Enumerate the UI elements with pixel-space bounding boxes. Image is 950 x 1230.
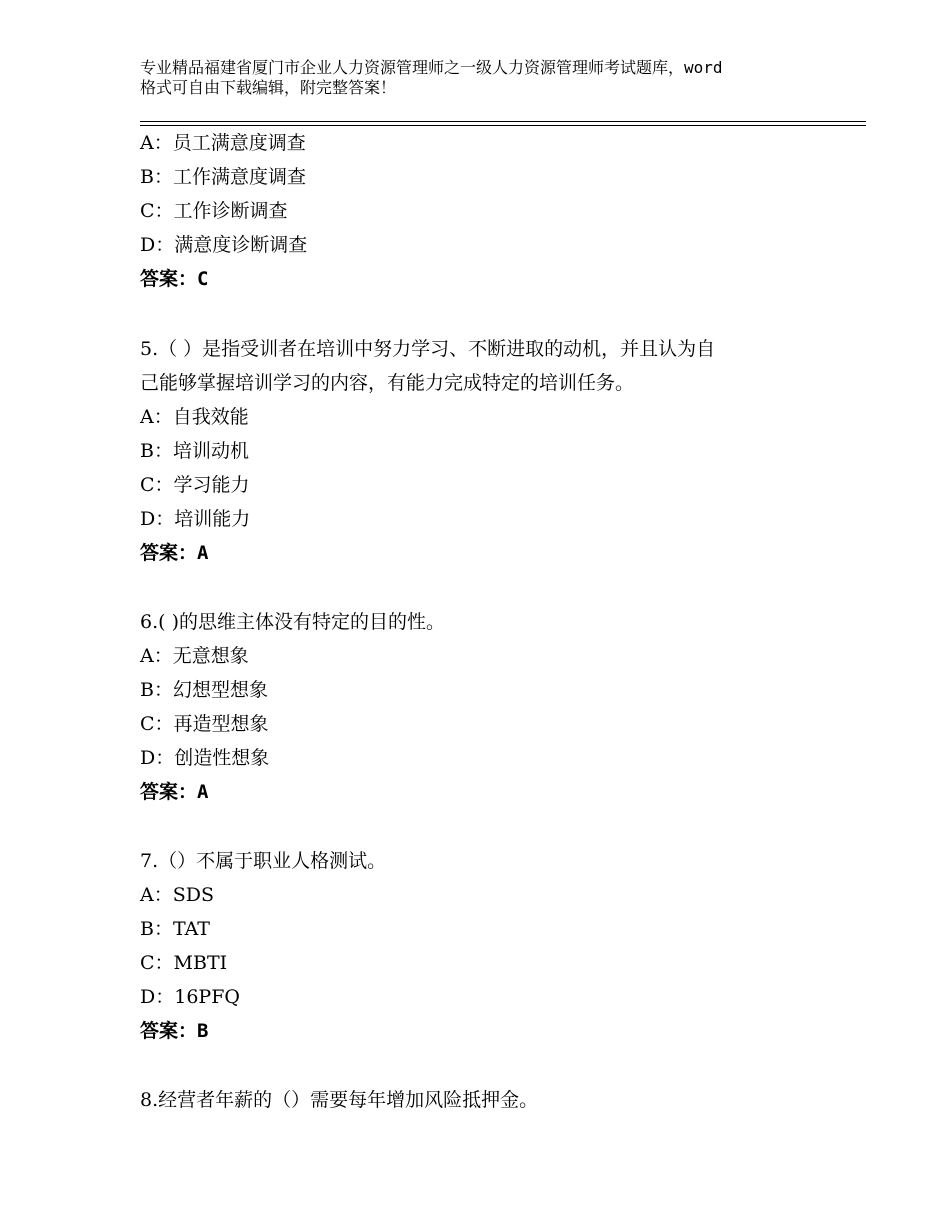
q5-option-c: C：学习能力 bbox=[140, 474, 250, 496]
q8-stem-line-1: 8.经营者年薪的（）需要每年增加风险抵押金。 bbox=[140, 1089, 539, 1111]
q4-answer-value: C bbox=[197, 268, 209, 290]
header-line-2: 格式可自由下载编辑，附完整答案！ bbox=[140, 78, 397, 97]
header-line-1: 专业精品福建省厦门市企业人力资源管理师之一级人力资源管理师考试题库，word bbox=[140, 58, 723, 77]
q4-option-c: C：工作诊断调查 bbox=[140, 200, 288, 222]
q5-answer-label: 答案： bbox=[140, 542, 198, 564]
q6-answer-value: A bbox=[197, 781, 209, 803]
q6-stem-line-1: 6.( )的思维主体没有特定的目的性。 bbox=[140, 611, 445, 633]
q5-option-a: A：自我效能 bbox=[140, 406, 249, 428]
q4-option-b: B：工作满意度调查 bbox=[140, 166, 306, 188]
document-header bbox=[140, 58, 840, 98]
q7-option-a: A：SDS bbox=[140, 884, 214, 906]
q6-option-c: C：再造型想象 bbox=[140, 713, 269, 735]
q6-answer bbox=[140, 780, 208, 804]
q7-option-c: C：MBTI bbox=[140, 952, 228, 974]
q7-answer bbox=[140, 1019, 208, 1043]
q7-stem-line-1: 7.（）不属于职业人格测试。 bbox=[140, 850, 387, 872]
q5-answer-value: A bbox=[197, 542, 209, 564]
header-rule-bottom bbox=[140, 125, 866, 126]
q5-answer bbox=[140, 541, 208, 565]
q7-option-b: B：TAT bbox=[140, 918, 210, 940]
q6-answer-label: 答案： bbox=[140, 781, 198, 803]
q4-option-d: D：满意度诊断调查 bbox=[140, 234, 308, 256]
q4-answer bbox=[140, 267, 208, 291]
q6-option-d: D：创造性想象 bbox=[140, 747, 270, 769]
q7-answer-label: 答案： bbox=[140, 1020, 198, 1042]
q5-option-d: D：培训能力 bbox=[140, 508, 251, 530]
q7-option-d: D：16PFQ bbox=[140, 986, 240, 1008]
q5-stem-line-1: 5.（ ）是指受训者在培训中努力学习、不断进取的动机，并且认为自 bbox=[140, 338, 716, 360]
q7-answer-value: B bbox=[197, 1020, 209, 1042]
header-rule-top bbox=[140, 121, 866, 122]
q5-option-b: B：培训动机 bbox=[140, 440, 249, 462]
q5-stem-line-2: 己能够掌握培训学习的内容，有能力完成特定的培训任务。 bbox=[140, 372, 635, 394]
q6-option-a: A：无意想象 bbox=[140, 645, 249, 667]
q4-option-a: A：员工满意度调查 bbox=[140, 132, 306, 154]
q6-option-b: B：幻想型想象 bbox=[140, 679, 268, 701]
q4-answer-label: 答案： bbox=[140, 268, 198, 290]
